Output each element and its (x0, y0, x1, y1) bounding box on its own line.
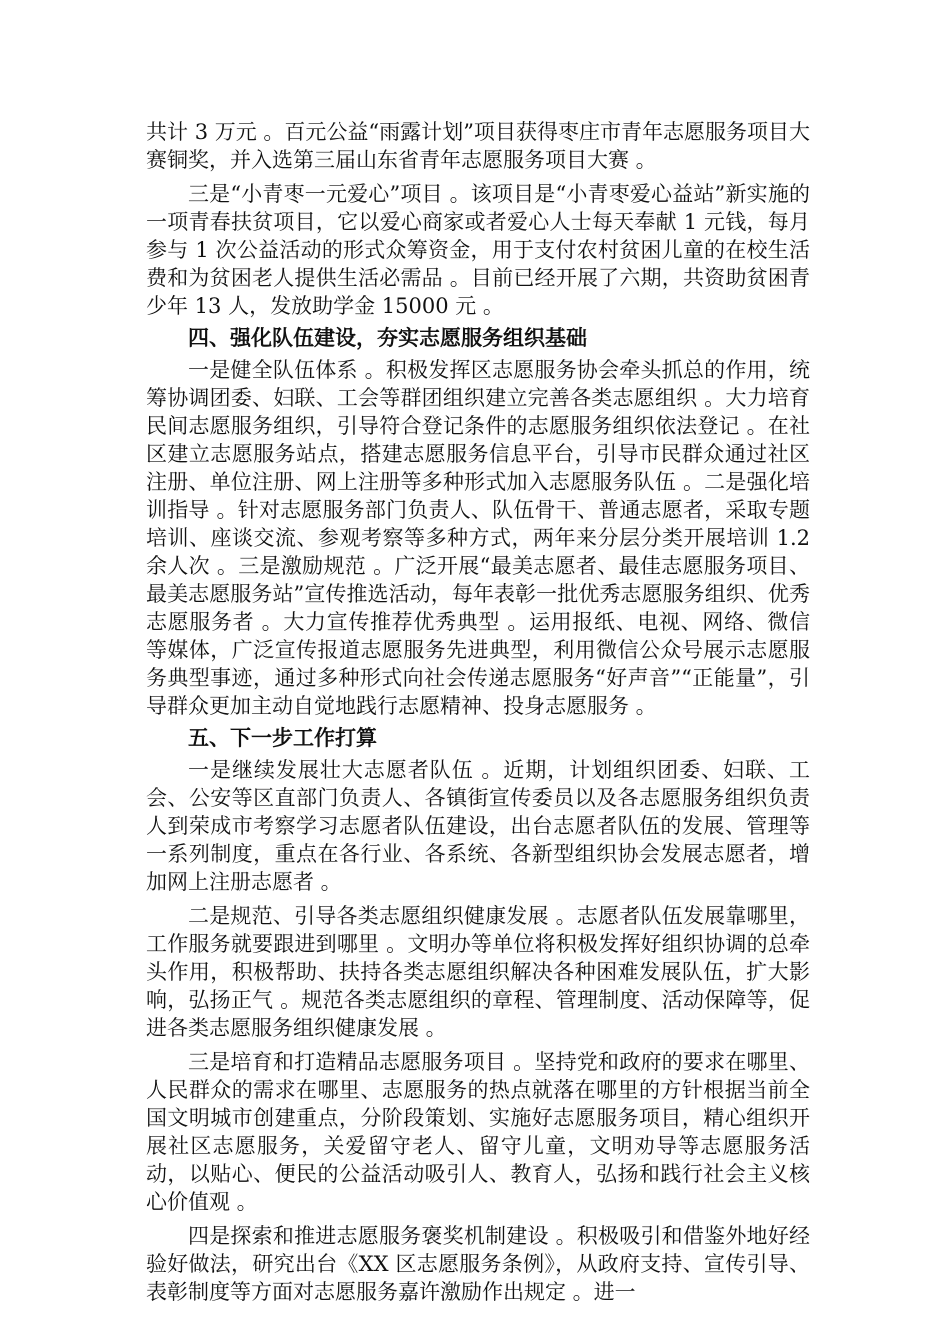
section-heading-team-building: 四、强化队伍建设，夯实志愿服务组织基础 (188, 325, 587, 350)
paragraph-next-step-1: 一是继续发展壮大志愿者队伍 。近期，计划组织团委、妇联、工会、公安等区直部门负责人、各镇街宣传委员以及各志愿服务组织负责人到荣成市考察学习志愿者队伍建设，出台志愿者队伍的发展、管理等一系列制度，重点在各行业、各系统、各新型组织协会发展志愿者，增加网上注册志愿者 。 (146, 758, 810, 894)
paragraph-next-step-3: 三是培育和打造精品志愿服务项目 。坚持党和政府的要求在哪里、人民群众的需求在哪里、志愿服务的热点就落在哪里的方针根据当前全国文明城市创建重点，分阶段策划、实施好志愿服务项目，精心组织开展社区志愿服务，关爱留守老人、留守儿童，文明劝导等志愿服务活动，以贴心、便民的公益活动吸引人、教育人，弘扬和践行社会主义核心价值观 。 (146, 1050, 810, 1214)
paragraph-next-step-2: 二是规范、引导各类志愿组织健康发展 。志愿者队伍发展靠哪里，工作服务就要跟进到哪里 。文明办等单位将积极发挥好组织协调的总牵头作用，积极帮助、扶持各类志愿组织解决各种困难发展队伍，扩大影响，弘扬正气 。规范各类志愿组织的章程、管理制度、活动保障等，促进各类志愿服务组织健康发展 。 (146, 904, 810, 1040)
section-heading-next-steps: 五、下一步工作打算 (188, 725, 377, 750)
paragraph-team-system: 一是健全队伍体系 。积极发挥区志愿服务协会牵头抓总的作用，统筹协调团委、妇联、工会等群团组织建立完善各类志愿组织 。大力培育民间志愿服务组织，引导符合登记条件的志愿服务组织依法登记 。在社区建立志愿服务站点，搭建志愿服务信息平台，引导市民群众通过社区注册、单位注册、网上注册等多种形式加入志愿服务队伍 。二是强化培训指导 。针对志愿服务部门负责人、队伍骨干、普通志愿者，采取专题培训、座谈交流、参观考察等多种方式，两年来分层分类开展培训 1.2 余人次 。三是激励规范 。广泛开展“最美志愿者、最佳志愿服务项目、最美志愿服务站”宣传推选活动，每年表彰一批优秀志愿服务组织、优秀志愿服务者 。大力宣传推荐优秀典型 。运用报纸、电视、网络、微信等媒体，广泛宣传报道志愿服务先进典型，利用微信公众号展示志愿服务典型事迹，通过多种形式向社会传递志愿服务“好声音”“正能量”，引导群众更加主动自觉地践行志愿精神、投身志愿服务 。 (146, 358, 810, 718)
document-body (146, 118, 810, 1306)
paragraph-xiaoqingzao-project: 三是“小青枣一元爱心”项目 。该项目是“小青枣爱心益站”新实施的一项青春扶贫项目，它以爱心商家或者爱心人士每天奉献 1 元钱，每月参与 1 次公益活动的形式众筹资金，用于支付农村贫困儿童的在校生活费和为贫困老人提供生活必需品 。目前已经开展了六期，共资助贫困青少年 13 人，发放助学金 15000 元 。 (146, 182, 810, 318)
paragraph-next-step-4: 四是探索和推进志愿服务褒奖机制建设 。积极吸引和借鉴外地好经验好做法，研究出台《XX 区志愿服务条例》，从政府支持、宣传引导、表彰制度等方面对志愿服务嘉许激励作出规定 。进一 (146, 1224, 810, 1304)
paragraph-continuation: 共计 3 万元 。百元公益“雨露计划”项目获得枣庄市青年志愿服务项目大赛铜奖，并入选第三届山东省青年志愿服务项目大赛 。 (146, 120, 810, 172)
